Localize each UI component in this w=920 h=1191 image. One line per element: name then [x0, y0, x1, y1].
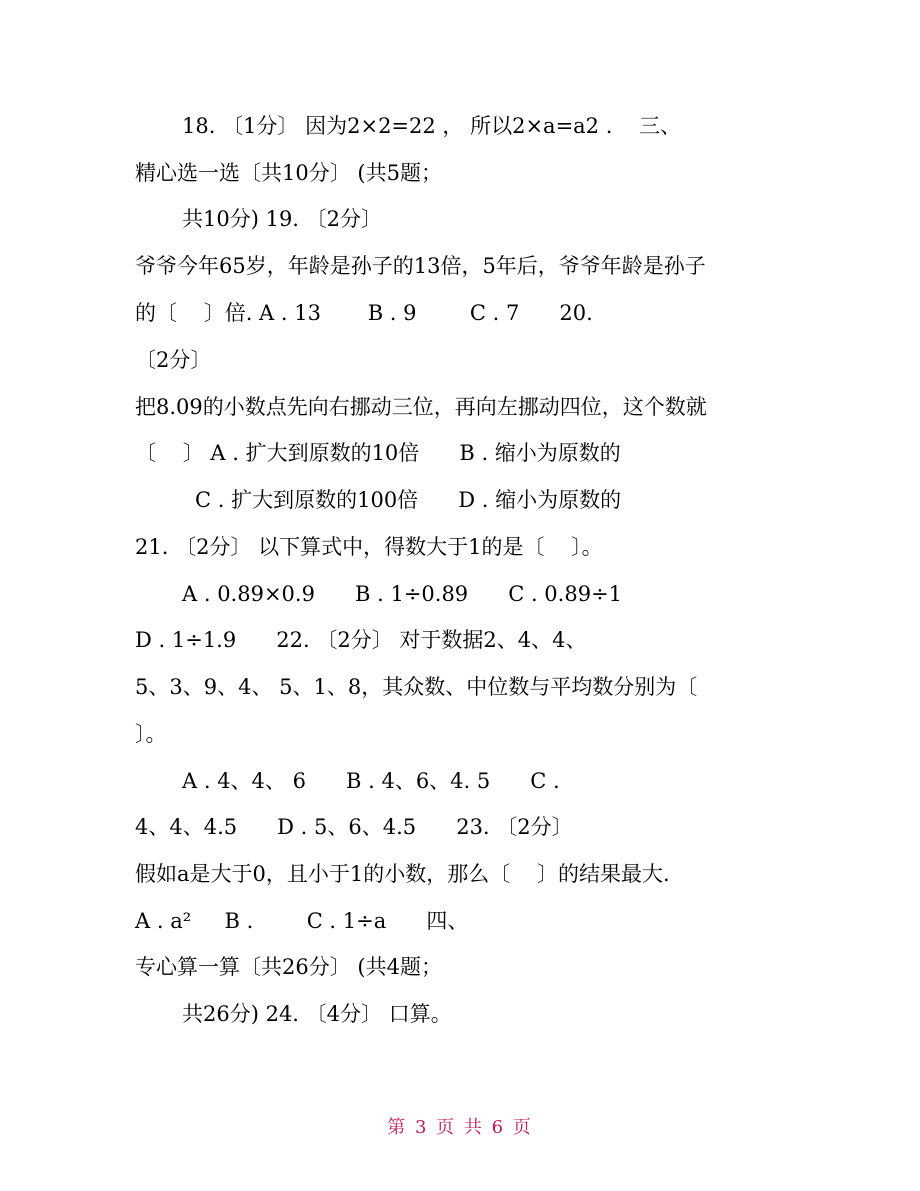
line-q21-option-d-q22: D . 1÷1.9 22. 〔2分〕 对于数据2、4、4、 [135, 628, 587, 652]
line-q20-options-cd: C . 扩大到原数的100倍 D . 缩小为原数的 [195, 488, 622, 512]
line-q19-options: 的〔 〕倍. A . 13 B . 9 C . 7 20. [135, 301, 593, 325]
line-q21-options-abc: A . 0.89×0.9 B . 1÷0.89 C . 0.89÷1 [182, 582, 623, 606]
line-q23-options: A . a² B . C . 1÷a 四、 [135, 909, 469, 933]
line-q23-text: 假如a是大于0，且小于1的小数，那么〔 〕的结果最大. [135, 862, 670, 886]
line-q22-options-abc: A . 4、4、 6 B . 4、6、4. 5 C . [182, 769, 560, 793]
line-q20-score: 〔2分〕 [135, 348, 212, 372]
line-q20-options-ab: 〔 〕 A . 扩大到原数的10倍 B . 缩小为原数的 [135, 441, 621, 465]
line-q21-text: 21. 〔2分〕 以下算式中，得数大于1的是〔 〕。 [135, 535, 603, 559]
line-q19-header: 共10分) 19. 〔2分〕 [182, 207, 383, 231]
page-footer: 第 3 页 共 6 页 [387, 1117, 533, 1138]
line-q24-header: 共26分) 24. 〔4分〕 口算。 [182, 1002, 452, 1026]
line-q19-text: 爷爷今年65岁，年龄是孙子的13倍，5年后，爷爷年龄是孙子 [135, 254, 706, 278]
line-q22-text-end: 〕。 [135, 722, 167, 746]
line-q18: 18. 〔1分〕 因为2×2=22 ， 所以2×a=a2 . 三、 [182, 114, 682, 138]
line-q22-option-cd-q23: 4、4、4.5 D . 5、6、4.5 23. 〔2分〕 [135, 815, 573, 839]
line-section-3-title: 精心选一选〔共10分〕 (共5题； [135, 161, 442, 185]
line-q22-text: 5、3、9、4、 5、1、8，其众数、中位数与平均数分别为〔 [135, 675, 698, 699]
line-section-4-title: 专心算一算〔共26分〕 (共4题； [135, 955, 442, 979]
line-q20-text: 把8.09的小数点先向右挪动三位，再向左挪动四位，这个数就 [135, 395, 707, 419]
